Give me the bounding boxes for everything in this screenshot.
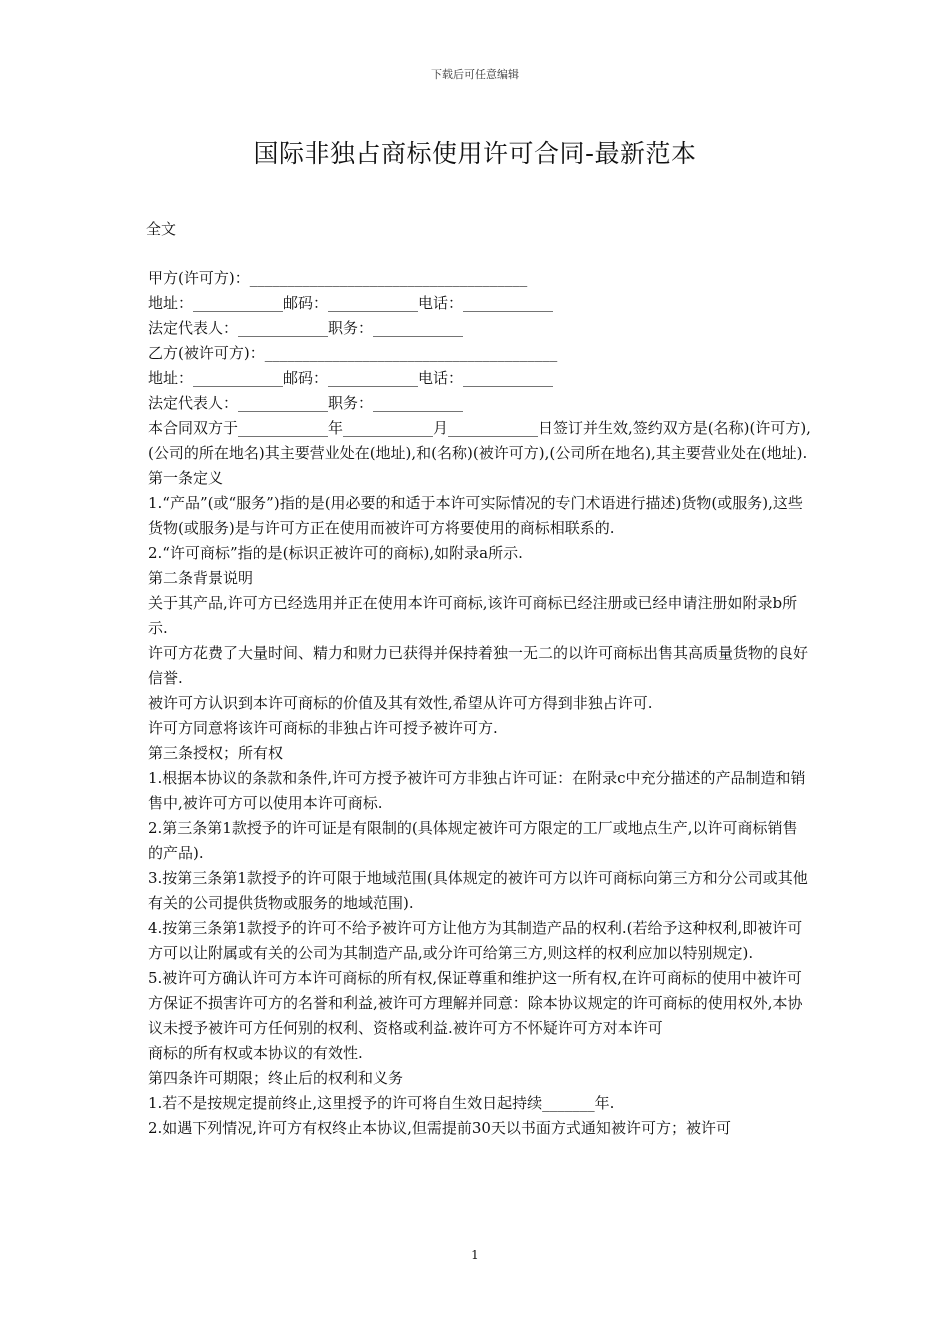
page-number: 1 — [471, 1248, 479, 1262]
article-heading: 第四条许可期限；终止后的权利和义务 — [148, 1069, 404, 1087]
clause-paragraph: 许可方同意将该许可商标的非独占许可授予被许可方. — [148, 719, 498, 737]
contract-preamble: 本合同双方于____________年____________月____________日签订并生效,签约双方是(名称)(许可方),(公司的所在地名)其主要营业处在(地址),和(名称)(被许可方),(公司所在地名),其主要营业处在(地址). — [148, 419, 811, 462]
clause-paragraph: 关于其产品,许可方已经选用并正在使用本许可商标,该许可商标已经注册或已经申请注册如附录b所示. — [148, 594, 798, 637]
clause-paragraph: 1.“产品”(或“服务”)指的是(用必要的和适于本许可实际情况的专门术语进行描述)货物(或服务),这些货物(或服务)是与许可方正在使用而被许可方将要使用的商标相联系的. — [148, 494, 803, 537]
article-heading: 第三条授权；所有权 — [148, 744, 284, 762]
clause-paragraph: 3.按第三条第1款授予的许可限于地域范围(具体规定的被许可方以许可商标向第三方和分公司或其他有关的公司提供货物或服务的地域范围). — [148, 869, 808, 912]
party-a-line: 甲方(许可方)：_____________________________________ — [148, 269, 528, 287]
document-body — [145, 266, 811, 1141]
clause-paragraph: 5.被许可方确认许可方本许可商标的所有权,保证尊重和维护这一所有权,在许可商标的使用中被许可方保证不损害许可方的名誉和利益,被许可方理解并同意：除本协议规定的许可商标的使用权外,本协议未授予被许可方任何别的权利、资格或利益.被许可方不怀疑许可方对本许可 — [148, 969, 803, 1037]
article-heading: 第一条定义 — [148, 469, 224, 487]
party-b-representative-line: 法定代表人：____________职务：____________ — [148, 394, 464, 412]
clause-paragraph: 1.根据本协议的条款和条件,许可方授予被许可方非独占许可证：在附录c中充分描述的产品制造和销售中,被许可方可以使用本许可商标. — [148, 769, 806, 812]
article-heading: 第二条背景说明 — [148, 569, 254, 587]
clause-paragraph: 许可方花费了大量时间、精力和财力已获得并保持着独一无二的以许可商标出售其高质量货物的良好信誉. — [148, 644, 809, 687]
clause-paragraph: 2.第三条第1款授予的许可证是有限制的(具体规定被许可方限定的工厂或地点生产,以许可商标销售的产品). — [148, 819, 798, 862]
party-a-representative-line: 法定代表人：____________职务：____________ — [148, 319, 464, 337]
clause-paragraph: 2.“许可商标”指的是(标识正被许可的商标),如附录a所示. — [148, 544, 523, 562]
clause-paragraph: 被许可方认识到本许可商标的价值及其有效性,希望从许可方得到非独占许可. — [148, 694, 653, 712]
clause-paragraph: 1.若不是按规定提前终止,这里授予的许可将自生效日起持续_______年. — [148, 1094, 615, 1112]
section-label: 全文 — [146, 220, 177, 238]
clause-paragraph: 4.按第三条第1款授予的许可不给予被许可方让他方为其制造产品的权利.(若给予这种权利,即被许可方可以让附属或有关的公司为其制造产品,或分许可给第三方,则这样的权利应加以特别规定). — [148, 919, 803, 962]
document-title: 国际非独占商标使用许可合同-最新范本 — [253, 139, 697, 168]
header-note: 下载后可任意编辑 — [431, 68, 519, 81]
clause-paragraph: 商标的所有权或本协议的有效性. — [148, 1044, 363, 1062]
clause-paragraph: 2.如遇下列情况,许可方有权终止本协议,但需提前30天以书面方式通知被许可方；被许可 — [148, 1119, 731, 1137]
party-a-address-line: 地址：____________邮码：____________电话：____________ — [148, 294, 554, 312]
party-b-line: 乙方(被许可方)：_______________________________________ — [148, 344, 558, 362]
party-b-address-line: 地址：____________邮码：____________电话：____________ — [148, 369, 554, 387]
